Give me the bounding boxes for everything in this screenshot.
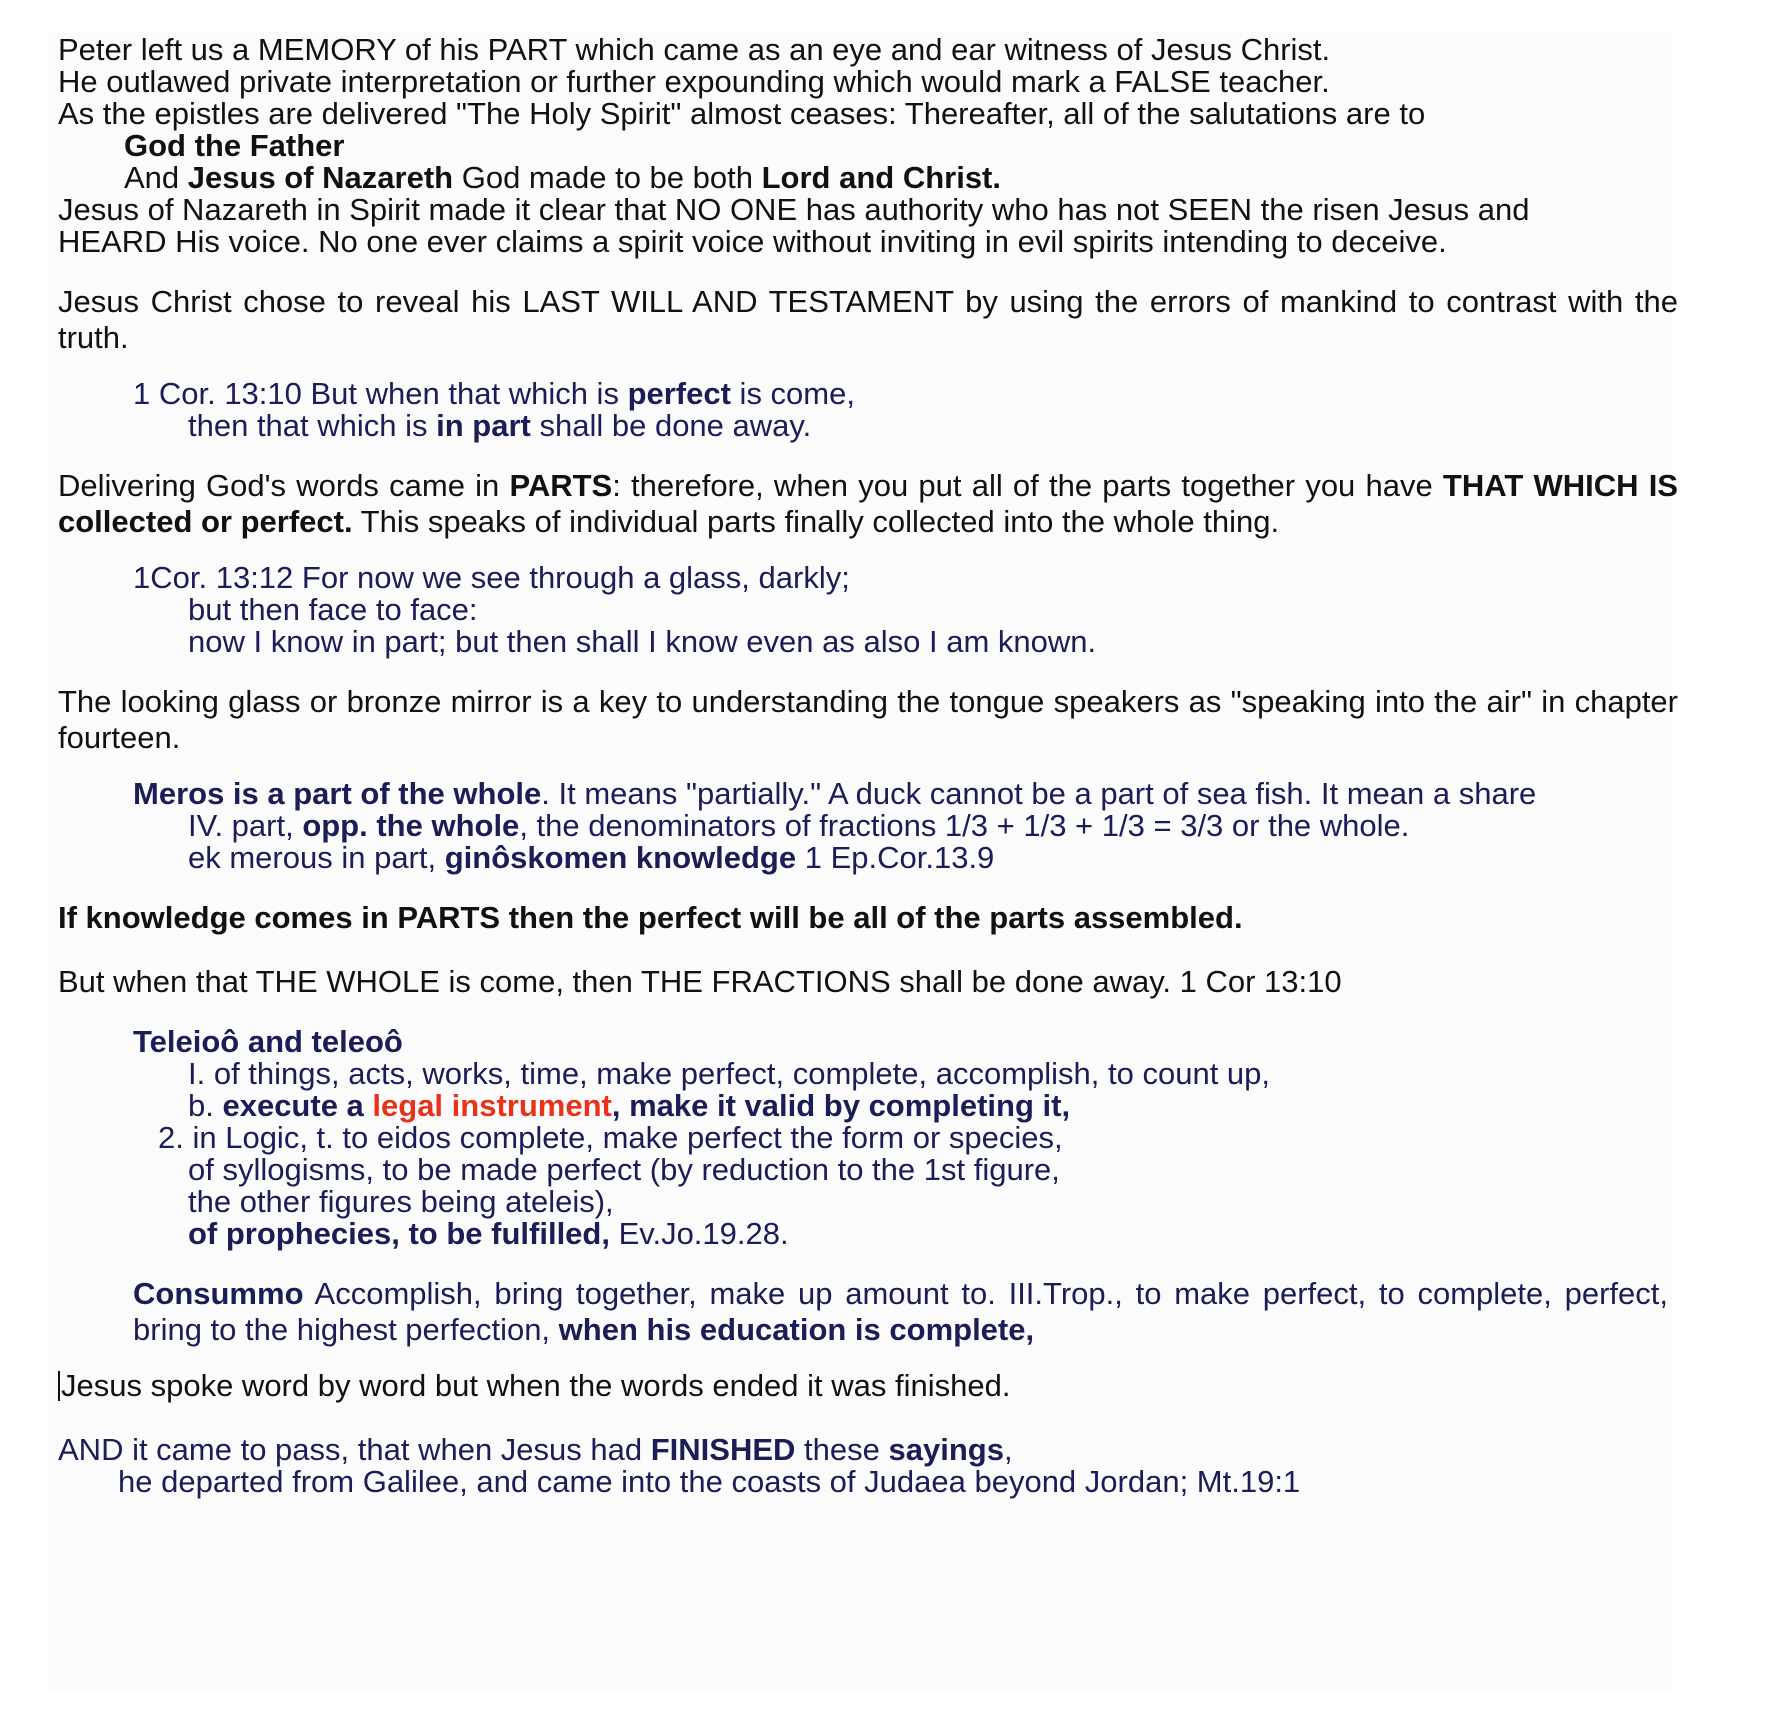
paragraph-looking-glass: The looking glass or bronze mirror is a key to understanding the tongue speakers as "speaking into the air" in chapter fourteen. — [58, 684, 1678, 755]
salutation-jesus-nazareth: And Jesus of Nazareth God made to be both Lord and Christ. — [124, 160, 1001, 195]
definition-meros-line1: Meros is a part of the whole. It means "partially." A duck cannot be a part of sea fish. It mean a share — [133, 776, 1537, 811]
paragraph-epistles: As the epistles are delivered "The Holy Spirit" almost ceases: Thereafter, all of the salutations are to — [58, 96, 1426, 131]
document-page — [48, 32, 1678, 1692]
quote-1cor-13-12-line3: now I know in part; but then shall I know even as also I am known. — [188, 624, 1097, 659]
definition-teleio-line1: I. of things, acts, works, time, make perfect, complete, accomplish, to count up, — [188, 1056, 1271, 1091]
quote-1cor-13-12-line2: but then face to face: — [188, 592, 478, 627]
paragraph-outlawed: He outlawed private interpretation or further expounding which would mark a FALSE teacher. — [58, 64, 1330, 99]
paragraph-no-one-authority-2: HEARD His voice. No one ever claims a spirit voice without inviting in evil spirits intending to deceive. — [58, 224, 1447, 259]
quote-1cor-13-12-line1: 1Cor. 13:12 For now we see through a glass, darkly; — [133, 560, 850, 595]
paragraph-peter-memory: Peter left us a MEMORY of his PART which came as an eye and ear witness of Jesus Christ. — [58, 32, 1331, 67]
paragraph-last-will: Jesus Christ chose to reveal his LAST WILL AND TESTAMENT by using the errors of mankind to contrast with the truth. — [58, 284, 1678, 355]
salutation-god-father: God the Father — [124, 128, 345, 163]
definition-teleio-line6: of prophecies, to be fulfilled, Ev.Jo.19.28. — [188, 1216, 789, 1251]
paragraph-delivering-parts: Delivering God's words came in PARTS: therefore, when you put all of the parts together you have THAT WHICH IS collected or perfect. This speaks of individual parts finally collected into the whole thing. — [58, 468, 1678, 539]
paragraph-knowledge-parts: If knowledge comes in PARTS then the perfect will be all of the parts assembled. — [58, 900, 1243, 935]
quote-mt-19-1-line1: AND it came to pass, that when Jesus had FINISHED these sayings, — [58, 1432, 1013, 1467]
legal-instrument-highlight: legal instrument — [372, 1088, 612, 1123]
definition-teleio-line3: 2. in Logic, t. to eidos complete, make perfect the form or species, — [158, 1120, 1063, 1155]
definition-teleio-line4: of syllogisms, to be made perfect (by reduction to the 1st figure, — [188, 1152, 1060, 1187]
definition-meros-line3: ek merous in part, ginôskomen knowledge 1 Ep.Cor.13.9 — [188, 840, 995, 875]
paragraph-word-by-word: Jesus spoke word by word but when the words ended it was finished. — [58, 1368, 1658, 1404]
definition-teleio-line5: the other figures being ateleis), — [188, 1184, 614, 1219]
quote-1cor-13-10-line2: then that which is in part shall be done away. — [188, 408, 812, 443]
quote-mt-19-1-line2: he departed from Galilee, and came into the coasts of Judaea beyond Jordan; Mt.19:1 — [118, 1464, 1301, 1499]
definition-consummo: Consummo Accomplish, bring together, make up amount to. III.Trop., to make perfect, to complete, perfect, bring to the highest perfection, when his education is complete, — [133, 1276, 1668, 1347]
definition-teleio-line2: b. execute a legal instrument, make it valid by completing it, — [188, 1088, 1071, 1123]
definition-meros-line2: IV. part, opp. the whole, the denominators of fractions 1/3 + 1/3 + 1/3 = 3/3 or the whole. — [188, 808, 1410, 843]
quote-1cor-13-10-line1: 1 Cor. 13:10 But when that which is perfect is come, — [133, 376, 855, 411]
definition-teleio-head: Teleioô and teleoô — [133, 1024, 403, 1059]
paragraph-whole-fractions: But when that THE WHOLE is come, then THE FRACTIONS shall be done away. 1 Cor 13:10 — [58, 964, 1342, 999]
text-cursor — [58, 1371, 60, 1401]
paragraph-no-one-authority-1: Jesus of Nazareth in Spirit made it clear that NO ONE has authority who has not SEEN the risen Jesus and — [58, 192, 1530, 227]
